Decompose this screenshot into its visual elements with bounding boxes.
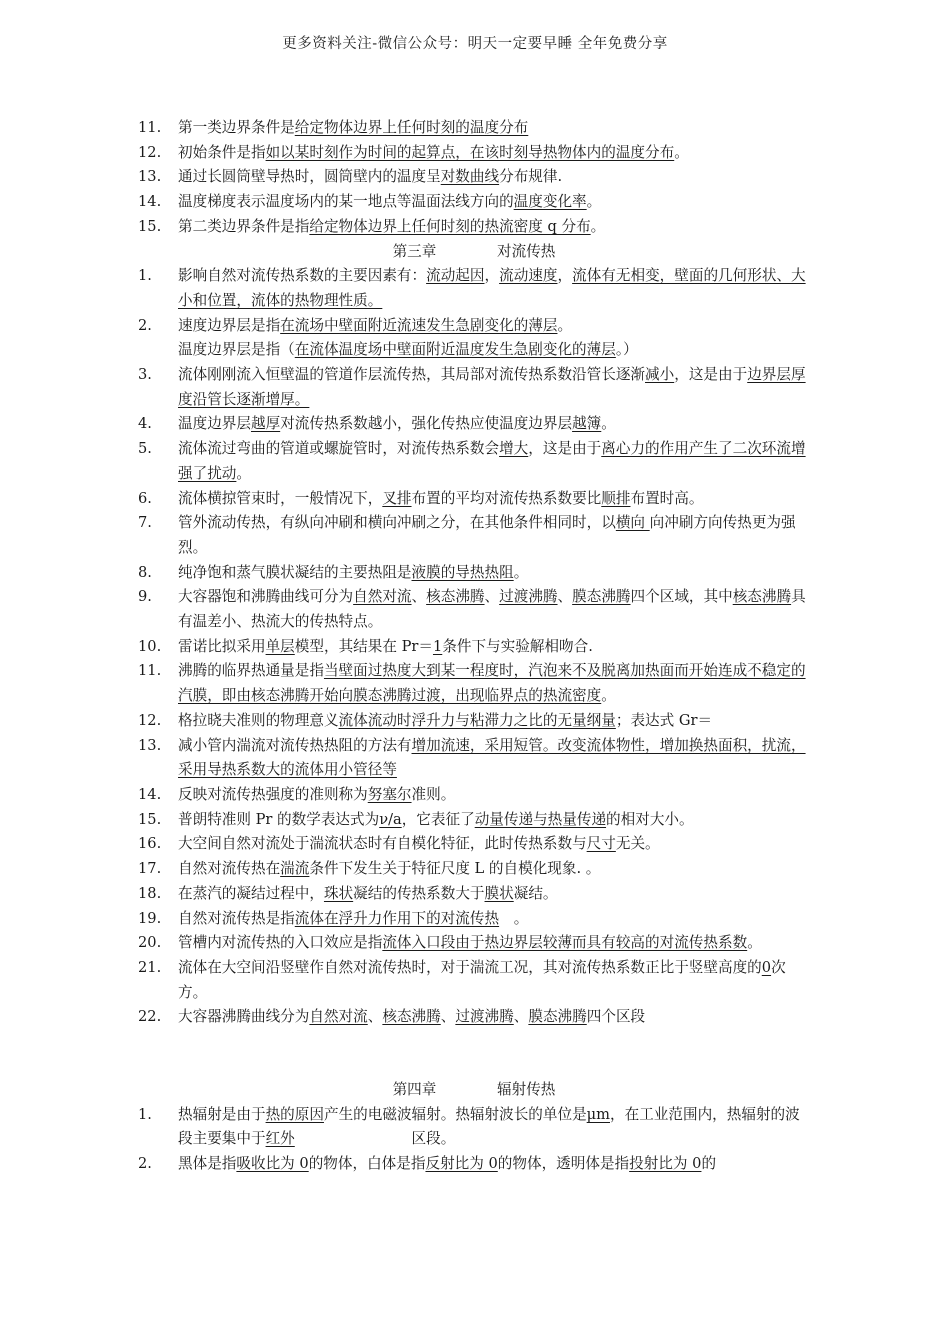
list-item — [138, 141, 810, 166]
item-text: 纯净饱和蒸气膜状凝结的主要热阻是 — [178, 563, 412, 581]
item-number: 6. — [138, 489, 152, 507]
item-text: ， — [557, 267, 573, 285]
item-text: 。 — [747, 934, 762, 952]
item-text: 。 — [513, 563, 529, 581]
item-text: 对流传热系数越小，强化传热应使温度边界层 — [280, 415, 573, 433]
item-number: 10. — [138, 637, 162, 655]
item-text: 布置的平均对流传热系数要比 — [411, 489, 602, 507]
chapter-4-list — [138, 1103, 810, 1177]
answer-text: 在流场中壁面附近流速发生急剧变化的薄层 — [280, 316, 558, 334]
list-item — [138, 808, 810, 833]
item-number: 5. — [138, 440, 152, 458]
item-text: 的 — [701, 1155, 717, 1173]
item-number: 12. — [138, 143, 162, 161]
list-item — [138, 832, 810, 857]
chapter-2-list — [138, 116, 810, 240]
item-number: 18. — [138, 884, 162, 902]
answer-text: 边界层厚度沿管长逐渐增厚。 — [178, 366, 806, 408]
item-text: 的物体，白体是指 — [308, 1155, 426, 1173]
list-item — [138, 1152, 810, 1177]
answer-text: 流动速度 — [499, 267, 558, 285]
item-number: 16. — [138, 835, 162, 853]
item-text: 管外流动传热，有纵向冲刷和横向冲刷之分，在其他条件相同时，以 — [178, 514, 616, 532]
answer-text: 核态沸腾 — [732, 588, 792, 606]
item-number: 13. — [138, 736, 162, 754]
list-item — [138, 165, 810, 190]
list-item — [138, 585, 810, 634]
chapter-3-list — [138, 264, 810, 1030]
list-item — [138, 882, 810, 907]
answer-text: 尺寸 — [586, 835, 616, 853]
list-item — [138, 734, 810, 783]
item-text: 。 — [674, 143, 689, 161]
answer-text: 单层 — [265, 637, 295, 655]
answer-text: 膜态沸腾 — [572, 588, 631, 606]
answer-text: 给定物体边界上任何时刻的热流密度 q 分布 — [309, 217, 591, 235]
answer-text: 投射比为 0 — [629, 1155, 702, 1173]
answer-text: 1 — [432, 637, 443, 655]
item-text: ，这是由于 — [528, 440, 602, 458]
item-text: 沸腾的临界热通量是指 — [178, 662, 324, 680]
item-text: 区段。 — [294, 1130, 456, 1148]
answer-text: 红外 — [265, 1130, 295, 1148]
item-text: ，它表征了 — [401, 810, 475, 828]
answer-text: 液膜的导热热阻 — [411, 563, 514, 581]
item-text: 四个区段 — [586, 1008, 646, 1026]
item-text: 流体刚刚流入恒壁温的管道作层流传热，其局部对流传热系数沿管长逐渐 — [178, 366, 646, 384]
item-number: 1. — [138, 267, 152, 285]
answer-text: 过渡沸腾 — [455, 1008, 514, 1026]
item-text: 流体横掠管束时，一般情况下， — [178, 489, 383, 507]
item-text: 自然对流传热是指 — [178, 909, 295, 927]
list-item — [138, 215, 810, 240]
item-text: 温度边界层是指（ — [178, 341, 295, 359]
chapter-3-title — [138, 240, 810, 265]
item-text: ，这是由于 — [674, 366, 748, 384]
item-text: 。 — [601, 687, 616, 705]
item-text: 凝结的传热系数大于 — [353, 884, 485, 902]
answer-text: 膜态沸腾 — [528, 1008, 587, 1026]
item-number: 8. — [138, 563, 152, 581]
item-text: 的相对大小。 — [606, 810, 694, 828]
list-item — [138, 659, 810, 708]
answer-text: 流体入口段由于热边界层较薄而具有较高的对流传热系数 — [382, 934, 748, 952]
answer-text: 过渡沸腾 — [499, 588, 558, 606]
list-item — [138, 264, 810, 313]
answer-text: 流动起因 — [426, 267, 485, 285]
item-number: 3. — [138, 366, 152, 384]
item-text: 减小管内湍流对流传热热阻的方法有 — [178, 736, 412, 754]
item-text: 、 — [513, 1008, 529, 1026]
item-text: 向冲刷方向传热更为强烈。 — [178, 514, 796, 556]
item-text: 大容器沸腾曲线分为 — [178, 1008, 310, 1026]
answer-text: 横向 — [615, 514, 650, 532]
item-text: 影响自然对流传热系数的主要因素有： — [178, 267, 427, 285]
item-text: 大空间自然对流处于湍流状态时有自模化特征，此时传热系数与 — [178, 835, 587, 853]
answer-text: 动量传递与热量传递 — [474, 810, 607, 828]
item-text: 通过长圆筒壁导热时，圆筒壁内的温度呈 — [178, 168, 441, 186]
list-item — [138, 709, 810, 734]
list-item — [138, 931, 810, 956]
item-text: 格拉晓夫准则的物理意义 — [178, 711, 339, 729]
item-text: 分布规律. — [499, 168, 563, 186]
answer-text: 流体流动时浮升力与粘滞力之比的无量纲量 — [338, 711, 616, 729]
chapter-3-name: 对流传热 — [497, 242, 556, 260]
list-item — [138, 635, 810, 660]
list-item — [138, 487, 810, 512]
answer-text: 给定物体边界上任何时刻的温度分布 — [294, 119, 529, 136]
answer-text: 努塞尔 — [367, 785, 412, 803]
item-number: 20. — [138, 934, 162, 952]
item-text: 速度边界层是指 — [178, 316, 281, 334]
item-text: 管槽内对流传热的入口效应是指 — [178, 934, 383, 952]
list-item — [138, 363, 810, 412]
list-item — [138, 907, 810, 932]
answer-text: 叉排 — [382, 489, 412, 507]
list-item — [138, 857, 810, 882]
item-text: 。 — [236, 464, 251, 482]
answer-text: 在流体温度场中壁面附近温度发生急剧变化的薄层 — [294, 341, 616, 359]
answer-text: 对数曲线 — [440, 168, 500, 186]
item-text: 条件下与实验解相吻合. — [442, 637, 593, 655]
item-text: 自然对流传热在 — [178, 860, 281, 878]
answer-text: 温度变化率 — [513, 193, 587, 211]
item-number: 15. — [138, 810, 162, 828]
chapter-4-title — [138, 1078, 810, 1103]
item-number: 19. — [138, 909, 162, 927]
list-item — [138, 561, 810, 586]
item-number: 2. — [138, 1155, 152, 1173]
item-number: 1. — [138, 1105, 152, 1123]
answer-text: 流体在浮升力作用下的对流传热 — [294, 909, 500, 927]
answer-text: 珠状 — [323, 884, 354, 902]
item-number: 14. — [138, 193, 162, 211]
answer-text: 自然对流 — [309, 1008, 368, 1026]
list-item — [138, 783, 810, 808]
item-text: ；表达式 Gr＝ — [615, 711, 713, 729]
item-text: 凝结。 — [513, 884, 558, 902]
item-number: 15. — [138, 217, 162, 235]
answer-text: 湍流 — [280, 860, 310, 878]
item-text: 。 — [557, 316, 573, 334]
page-header: 更多资料关注-微信公众号：明天一定要早睡 全年免费分享 — [282, 36, 668, 52]
answer-text: 增加流速，采用短管。改变流体物性，增加换热面积，扰流，采用导热系数大的流体用小管径等 — [178, 736, 806, 779]
item-text: 第二类边界条件是指 — [178, 217, 310, 235]
answer-text: 膜状 — [484, 884, 514, 902]
item-text: 的物体，透明体是指 — [497, 1155, 630, 1173]
item-text: 具有温差小、热流大的传热特点。 — [178, 588, 806, 631]
chapter-3-number: 第三章 — [392, 242, 437, 260]
answer-text: 减小 — [645, 366, 675, 384]
item-text: 反映对流传热强度的准则称为 — [178, 785, 368, 803]
document-body — [138, 116, 810, 1177]
item-text: 、 — [411, 588, 427, 606]
answer-text: μm — [586, 1105, 610, 1123]
answer-text: 吸收比为 0 — [236, 1155, 309, 1173]
answer-text: ν/a — [379, 810, 402, 828]
list-item — [138, 412, 810, 437]
answer-text: 自然对流 — [353, 588, 412, 606]
list-item — [138, 511, 810, 560]
answer-text: 流体有无相变，壁面的几何形状、大小和位置，流体的热物理性质。 — [178, 267, 806, 309]
answer-text: 如以某时刻作为时间的起算点，在该时刻导热物体内的温度分布 — [265, 143, 675, 161]
item-text: 无关。 — [615, 835, 660, 853]
item-text: 。 — [601, 415, 616, 433]
item-text: 温度边界层 — [178, 415, 251, 433]
item-text: 雷诺比拟采用 — [178, 637, 266, 655]
item-text: 、 — [484, 588, 500, 606]
answer-text: 反射比为 0 — [425, 1155, 498, 1173]
item-text: 在蒸汽的凝结过程中， — [178, 884, 324, 902]
item-number: 2. — [138, 316, 152, 334]
item-text: 。 — [590, 217, 606, 235]
item-text: ，在工业范围内，热辐射的波段主要集中于 — [178, 1105, 800, 1148]
item-text: 热辐射是由于 — [178, 1105, 266, 1123]
list-item — [138, 190, 810, 215]
answer-text: 增大 — [499, 440, 529, 458]
list-item — [138, 314, 810, 339]
answer-text: 离心力的作用产生了二次环流增强了扰动 — [178, 440, 806, 482]
item-text: 普朗特准则 Pr 的数学表达式为 — [178, 810, 380, 828]
item-text: 、 — [440, 1008, 456, 1026]
list-item — [138, 1005, 810, 1030]
list-item — [138, 116, 810, 141]
answer-text: 热的原因 — [265, 1105, 324, 1123]
answer-text: 当壁面过热度大到某一程度时，汽泡来不及脱离加热面而开始连成不稳定的汽膜，即由核态沸腾开始向膜态沸腾过渡，出现临界点的热流密度 — [178, 662, 806, 705]
answer-text: 顺排 — [601, 489, 631, 507]
item-number: 22. — [138, 1008, 162, 1026]
chapter-4-number: 第四章 — [392, 1081, 437, 1099]
item-text: 准则。 — [411, 785, 456, 803]
item-text: 黑体是指 — [178, 1155, 237, 1173]
item-text: 。 — [499, 909, 529, 927]
item-number: 9. — [138, 588, 152, 606]
item-text: ， — [484, 267, 500, 285]
item-text: 次方。 — [178, 958, 786, 1001]
list-item — [138, 1103, 810, 1152]
item-text: 、 — [367, 1008, 383, 1026]
item-number: 17. — [138, 860, 162, 878]
item-text: 条件下发生关于特征尺度 L 的自模化现象. 。 — [309, 860, 601, 878]
item-text: 模型，其结果在 Pr＝ — [294, 637, 433, 655]
section-gap — [138, 1030, 810, 1078]
answer-text: 核态沸腾 — [426, 588, 485, 606]
item-text: 、 — [557, 588, 573, 606]
chapter-4-name: 辐射传热 — [497, 1081, 556, 1099]
item-text: 布置时高。 — [630, 489, 704, 507]
answer-text: 越簿 — [572, 415, 602, 433]
answer-text: 越厚 — [250, 415, 281, 433]
item-number: 13. — [138, 168, 162, 186]
item-number: 7. — [138, 514, 152, 532]
item-text: 产生的电磁波辐射。热辐射波长的单位是 — [323, 1105, 587, 1123]
item-text: 流体流过弯曲的管道或螺旋管时，对流传热系数会 — [178, 440, 500, 458]
item-text: 。 — [586, 193, 602, 211]
item-text: 四个区域，其中 — [630, 588, 733, 606]
item-text: 大容器饱和沸腾曲线可分为 — [178, 588, 354, 606]
answer-text: 0 — [761, 958, 772, 976]
item-text: 温度梯度表示温度场内的某一地点等温面法线方向的 — [178, 193, 514, 211]
item-number: 4. — [138, 415, 152, 433]
item-number: 21. — [138, 958, 162, 976]
item-number: 11. — [138, 119, 162, 136]
item-number: 12. — [138, 711, 162, 729]
item-text: 流体在大空间沿竖壁作自然对流传热时，对于湍流工况，其对流传热系数正比于竖壁高度的 — [178, 958, 762, 976]
list-item — [138, 338, 810, 363]
item-text: 初始条件是指 — [178, 143, 266, 161]
item-text: 第一类边界条件是 — [178, 119, 295, 136]
item-number: 14. — [138, 785, 162, 803]
answer-text: 核态沸腾 — [382, 1008, 441, 1026]
list-item — [138, 956, 810, 1005]
list-item — [138, 437, 810, 486]
item-number: 11. — [138, 662, 162, 680]
item-text: 。） — [615, 341, 638, 359]
